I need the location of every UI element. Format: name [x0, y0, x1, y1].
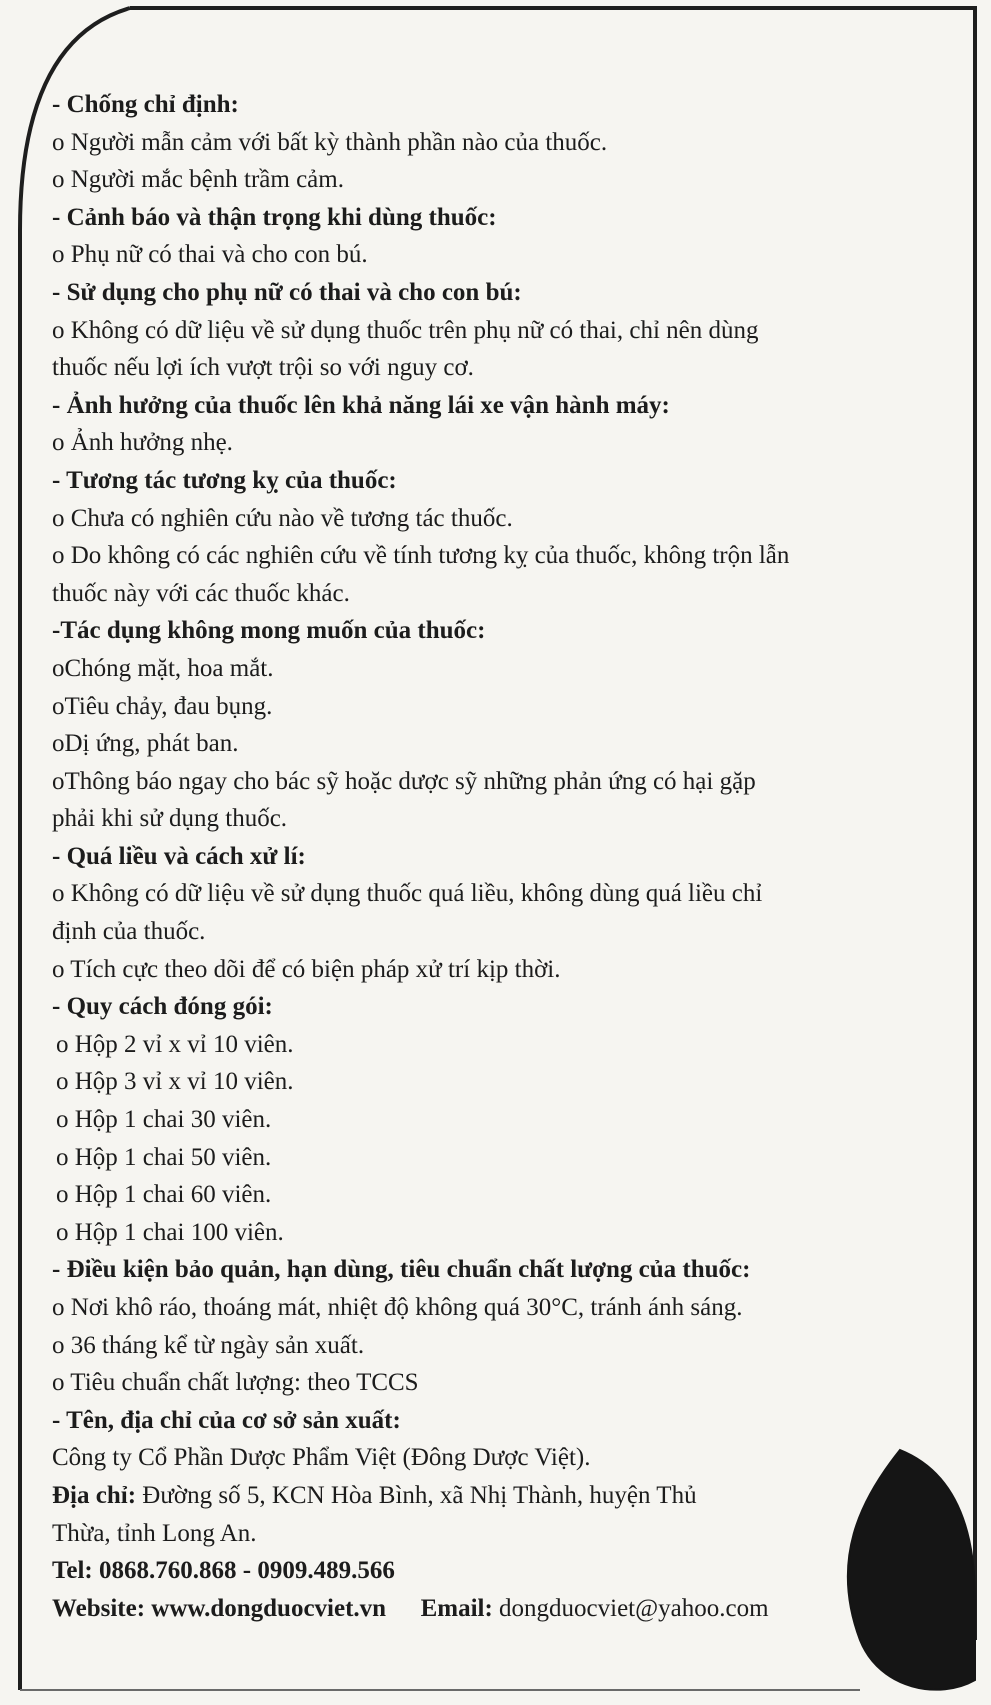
text-line: o Chưa có nghiên cứu nào về tương tác thuốc. [52, 504, 513, 532]
manufacturer-heading: - Tên, địa chỉ của cơ sở sản xuất: [52, 1406, 401, 1434]
text-line: phải khi sử dụng thuốc. [52, 805, 288, 833]
list-item: o Nơi khô ráo, thoáng mát, nhiệt độ không quá 30°C, tránh ánh sáng. [52, 1294, 743, 1321]
list-item: o Ảnh hưởng nhẹ. [52, 429, 233, 457]
text-line: o Không có dữ liệu về sử dụng thuốc trên phụ nữ có thai, chỉ nên dùng [52, 316, 759, 344]
text-line: oChóng mặt, hoa mắt. [52, 654, 274, 682]
text-line: thuốc này với các thuốc khác. [52, 579, 350, 607]
tel-value: 0868.760.868 - 0909.489.566 [92, 1557, 395, 1585]
text-line: oTiêu chảy, đau bụng. [52, 692, 273, 720]
packaging-heading: - Quy cách đóng gói: [52, 993, 273, 1021]
storage-heading: - Điều kiện bảo quản, hạn dùng, tiêu chuẩn chất lượng của thuốc: [52, 1256, 751, 1284]
tel-line [52, 1552, 957, 1590]
text-line: thuốc nếu lợi ích vượt trội so với nguy cơ. [52, 354, 474, 382]
list-item: o Hộp 1 chai 100 viên. [56, 1218, 284, 1246]
email-value: dongduocviet@yahoo.com [492, 1594, 769, 1622]
text-line: oThông báo ngay cho bác sỹ hoặc dược sỹ những phản ứng có hại gặp [52, 767, 756, 795]
driving-heading: - Ảnh hưởng của thuốc lên khả năng lái xe vận hành máy: [52, 391, 670, 419]
pregnancy-heading: - Sử dụng cho phụ nữ có thai và cho con bú: [52, 278, 522, 306]
address-value: Đường số 5, KCN Hòa Bình, xã Nhị Thành, huyện Thủ [136, 1481, 697, 1509]
document-body [52, 86, 957, 1627]
list-item: o Người mẫn cảm với bất kỳ thành phần nào của thuốc. [52, 128, 608, 156]
company-name: Công ty Cổ Phần Dược Phẩm Việt (Đông Dược Việt). [52, 1444, 591, 1472]
list-item: o Hộp 1 chai 60 viên. [56, 1181, 272, 1209]
contact-line [52, 1590, 957, 1628]
side-effects-heading: -Tác dụng không mong muốn của thuốc: [52, 617, 486, 645]
warnings-heading: - Cảnh báo và thận trọng khi dùng thuốc: [52, 203, 497, 231]
text-line: oDị ứng, phát ban. [52, 730, 239, 758]
text-line: định của thuốc. [52, 918, 206, 946]
text-line: o Tích cực theo dõi để có biện pháp xử trí kịp thời. [52, 955, 561, 983]
address-line-2: Thừa, tỉnh Long An. [52, 1519, 257, 1547]
interactions-heading: - Tương tác tương kỵ của thuốc: [52, 466, 397, 494]
list-item: o Người mắc bệnh trầm cảm. [52, 166, 344, 194]
website-label: Website: [52, 1594, 146, 1622]
tel-label: Tel: [52, 1557, 93, 1585]
overdose-heading: - Quá liều và cách xử lí: [52, 842, 306, 870]
text-line: o Không có dữ liệu về sử dụng thuốc quá liều, không dùng quá liều chỉ [52, 880, 763, 908]
list-item: o Phụ nữ có thai và cho con bú. [52, 241, 368, 269]
list-item: o Hộp 2 vỉ x vỉ 10 viên. [56, 1030, 294, 1058]
list-item: o 36 tháng kể từ ngày sản xuất. [52, 1331, 365, 1359]
contraindications-heading: - Chống chỉ định: [52, 91, 239, 118]
list-item: o Hộp 3 vỉ x vỉ 10 viên. [56, 1068, 294, 1096]
website-value: www.dongduocviet.vn [145, 1594, 387, 1622]
list-item: o Tiêu chuẩn chất lượng: theo TCCS [52, 1369, 419, 1397]
address-label: Địa chỉ: [52, 1481, 137, 1509]
list-item: o Hộp 1 chai 50 viên. [56, 1143, 272, 1171]
list-item: o Hộp 1 chai 30 viên. [56, 1106, 272, 1134]
email-label: Email: [420, 1594, 493, 1622]
address-line [52, 1477, 957, 1515]
text-line: o Do không có các nghiên cứu về tính tương kỵ của thuốc, không trộn lẫn [52, 542, 790, 570]
